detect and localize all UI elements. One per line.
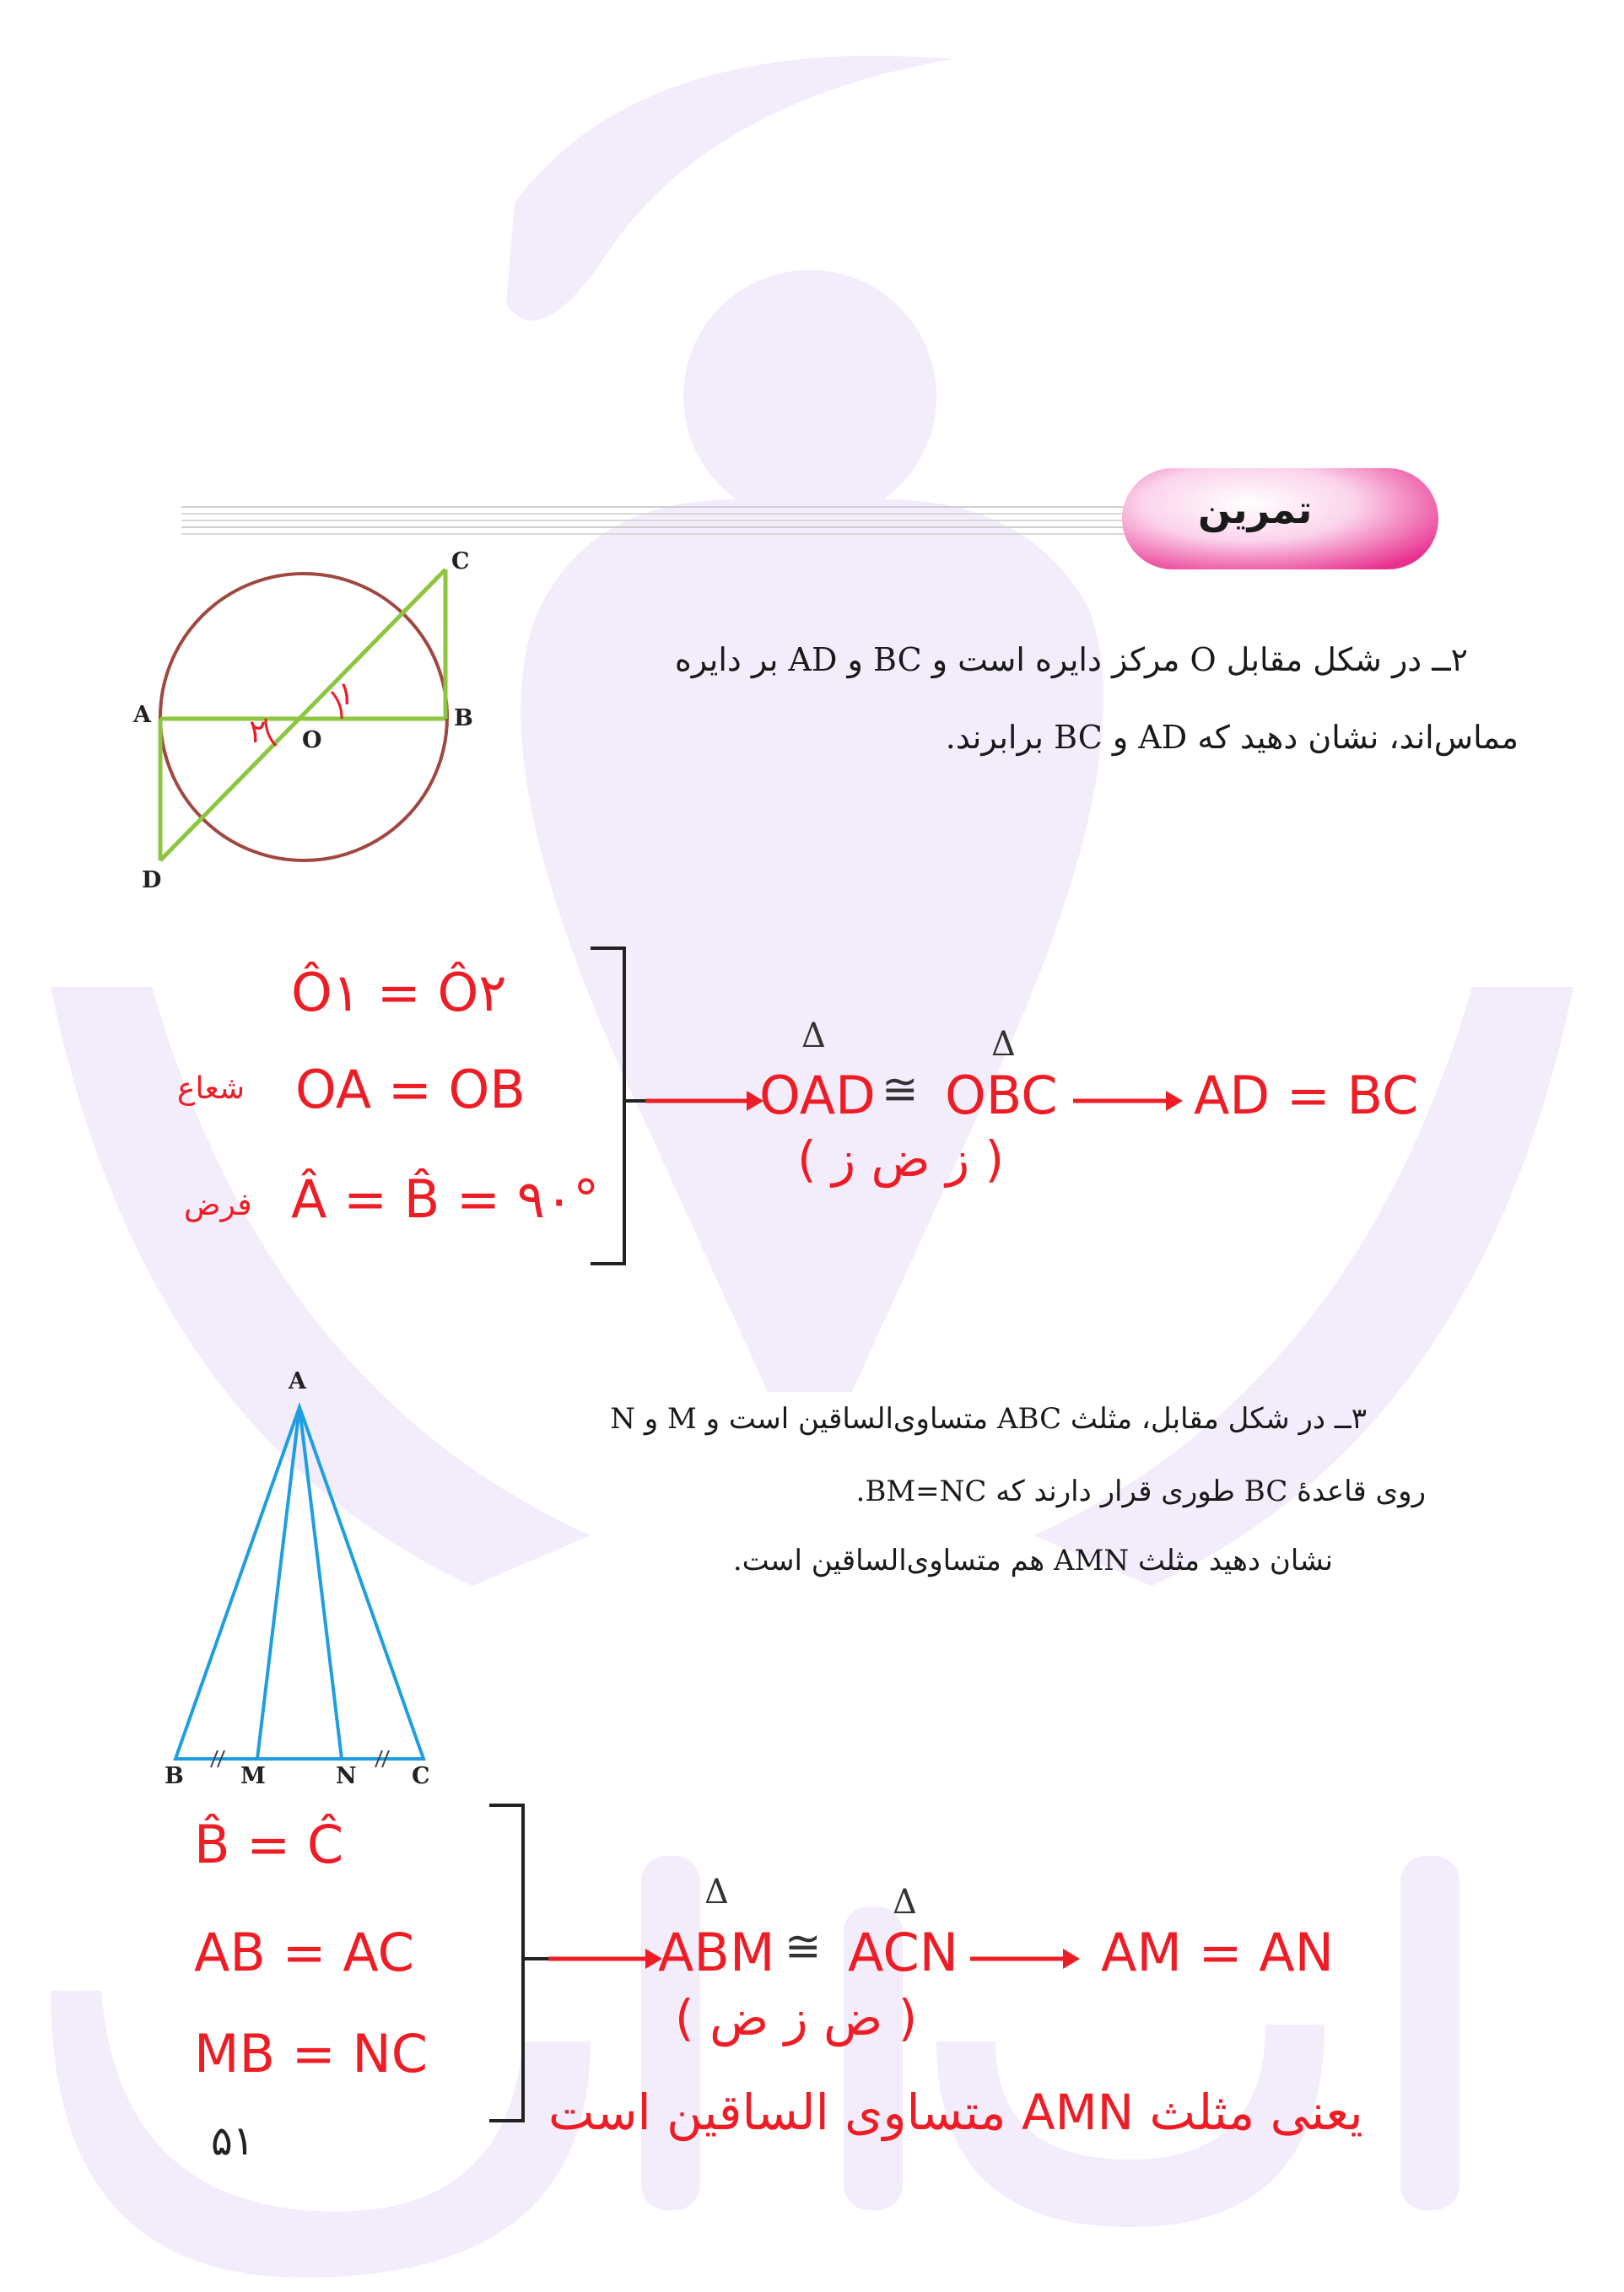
label-o: O [302,727,322,753]
ex2-triangle1: OAD [759,1065,876,1126]
exercise2-text-line1: ۲ــ در شکل مقابل O مرکز دایره است و BC و AD بر دایره [674,641,1468,678]
ex2-line2-label: شعاع [177,1071,245,1106]
ex3-delta1: Δ [704,1873,729,1912]
ex2-conclusion: AD = BC [1194,1065,1419,1126]
ex2-brace-tip [623,1099,648,1103]
ex3-conclusion: AM = AN [1101,1922,1335,1983]
ex2-method: ( ز ض ز ) [797,1130,1005,1188]
ex2-delta1: Δ [801,1017,826,1055]
isosceles-triangle-figure [160,1392,447,1772]
label-c-2: C [412,1763,430,1789]
ex3-brace-tip [521,1957,551,1960]
header-rules [181,506,1160,540]
ex3-solution-line3: MB = NC [194,2023,429,2084]
ex3-method: ( ض ز ض ) [675,1989,918,2047]
exercise3-text-line3: نشان دهید مثلث AMN هم متساوی‌الساقین است. [732,1544,1333,1577]
circle-tangent-figure [127,540,489,903]
label-a-2: A [289,1368,306,1394]
label-n: N [336,1763,357,1789]
label-m: M [240,1763,266,1789]
label-b: B [454,705,473,731]
ex3-arrow2 [970,1942,1080,1976]
label-d: D [142,867,162,893]
ex2-arrow1 [645,1084,763,1118]
ex2-delta2: Δ [991,1025,1016,1064]
angle2-label: ۲ [249,713,267,750]
ex2-congruent: ≅ [882,1065,919,1115]
exercise2-text-line2: مماس‌اند، نشان دهید که AD و BC برابرند. [945,719,1519,756]
badge-label: تمرین [1198,487,1313,532]
ex2-triangle2: OBC [945,1065,1058,1126]
ex3-solution-line2: AB = AC [194,1922,414,1983]
ex3-delta2: Δ [893,1883,917,1922]
ex3-solution-line1: B̂ = Ĉ [194,1814,344,1875]
page-number: ۵۱ [211,2117,255,2165]
ex3-triangle2: ACN [848,1922,958,1983]
ex2-solution-line2: OA = OB [295,1059,526,1120]
label-a: A [133,702,151,728]
ex3-brace [489,1804,525,2122]
segment-am [257,1407,299,1759]
exercise-badge [1122,468,1438,569]
ex2-solution-line3: Â = B̂ = ۹۰° [291,1168,600,1230]
ex3-congruent: ≅ [785,1922,822,1972]
ex3-triangle1: ABM [658,1922,775,1983]
segment-an [299,1407,342,1759]
ex2-line3-label: فرض [184,1188,252,1222]
label-c: C [451,548,470,574]
ex3-summary: یعنی مثلث AMN متساوی الساقین است [548,2084,1363,2141]
triangle-abc [175,1407,424,1759]
ex2-solution-line1: Ô۱ = Ô۲ [291,962,507,1023]
ex2-arrow2 [1073,1084,1183,1118]
ex2-brace [591,946,626,1265]
label-b-2: B [165,1763,184,1789]
angle1-label: ۱ [337,675,355,712]
ex3-arrow1 [548,1942,662,1976]
exercise3-text-line1: ۳ــ در شکل مقابل، مثلث ABC متساوی‌الساقین است و M و N [610,1402,1367,1436]
exercise3-text-line2: روی قاعدهٔ BC طوری قرار دارند که BM=NC. [855,1475,1426,1508]
